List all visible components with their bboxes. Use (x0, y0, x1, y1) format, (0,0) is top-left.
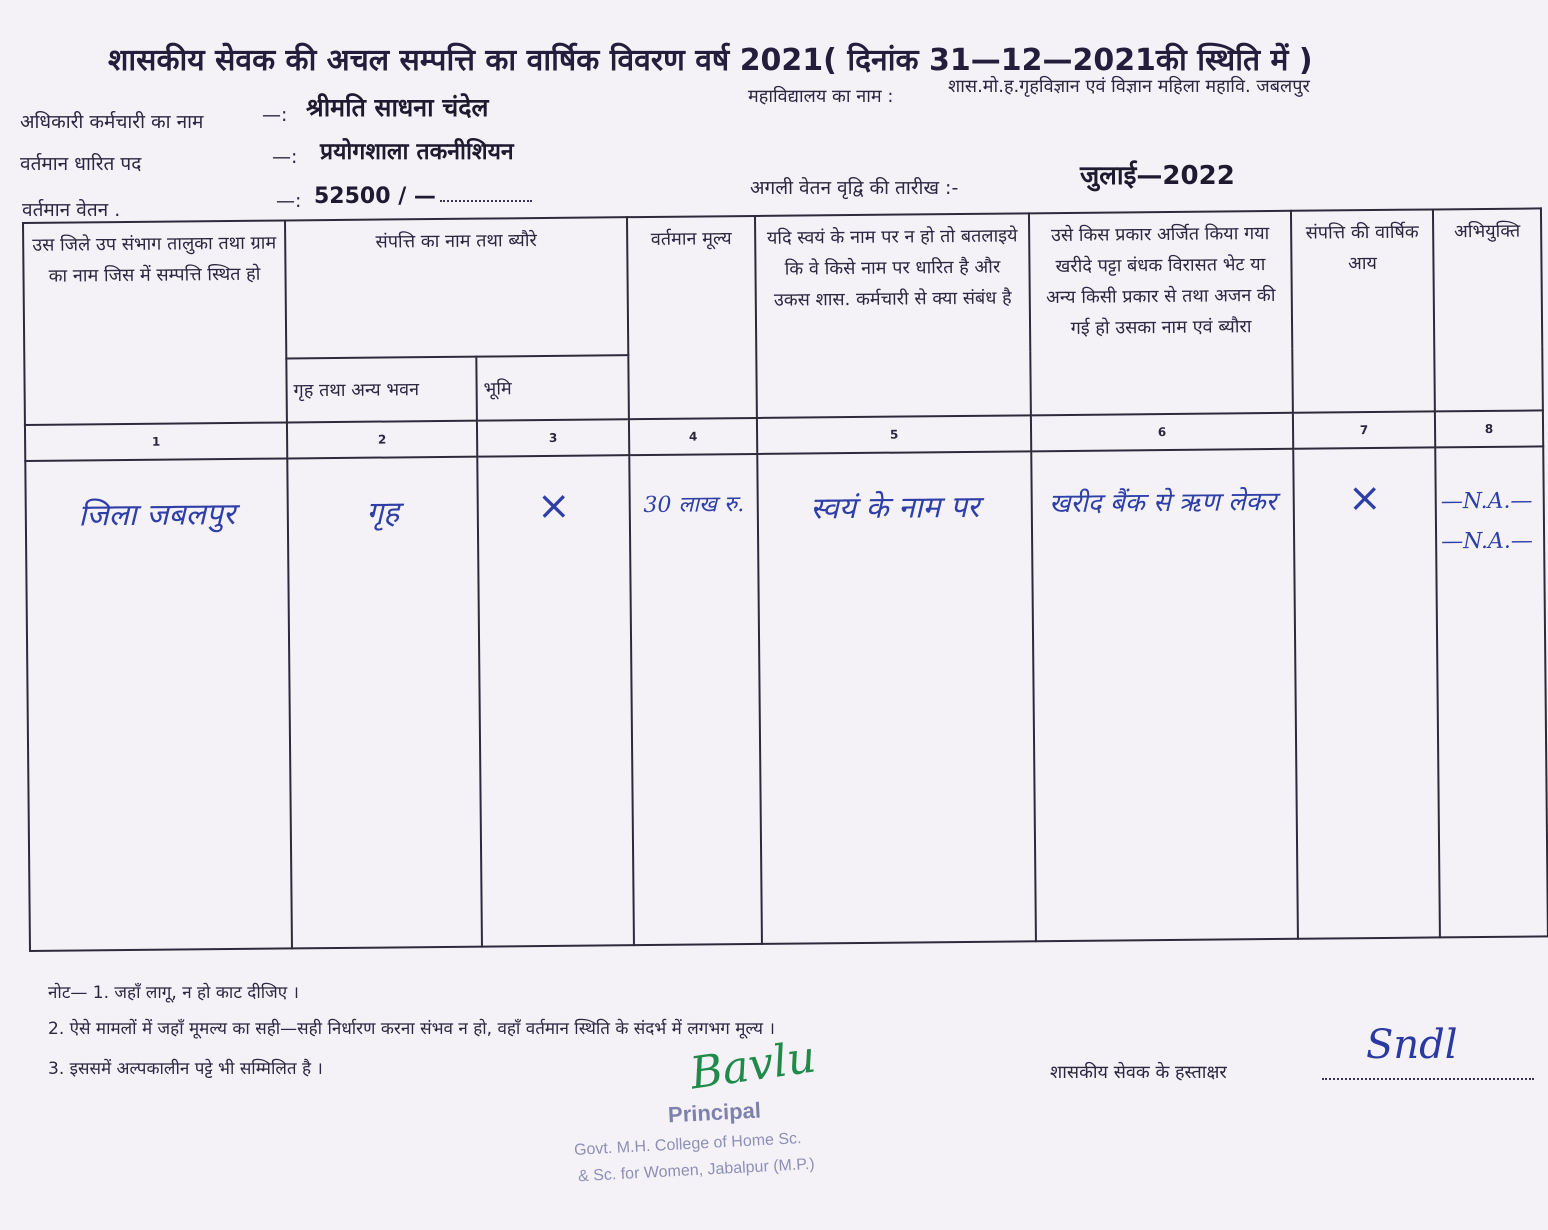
signature-dotted-line (1322, 1078, 1534, 1080)
row-house (287, 457, 482, 949)
column-number: 1 (25, 422, 287, 461)
employee-name-value: श्रीमति साधना चंदेल (306, 93, 489, 122)
document-title: शासकीय सेवक की अचल सम्पत्ति का वार्षिक विवरण वर्ष 2021( दिनांक 31—12—2021की स्थिति में ) (108, 43, 1313, 78)
signature-label: शासकीय सेवक के हस्ताक्षर (1050, 1062, 1227, 1083)
column-number: 5 (757, 415, 1031, 454)
note-1: नोट— 1. जहाँ लागू, न हो काट दीजिए । (48, 983, 299, 1003)
principal-signature: Bavlu (687, 1031, 819, 1100)
employee-signature: Sndl (1366, 1022, 1458, 1068)
column-number: 3 (477, 419, 629, 456)
salary-label: वर्तमान वेतन . (22, 199, 121, 221)
college-value: शास.मो.ह.गृहविज्ञान एवं विज्ञान महिला महावि. जबलपुर (948, 76, 1310, 97)
increment-value: जुलाई—2022 (1080, 161, 1235, 191)
increment-label: अगली वेतन वृद्वि की तारीख :- (750, 177, 959, 199)
header-acquisition: उसे किस प्रकार अर्जित किया गया खरीदे पट्टा बंधक विरासत भेट या अन्य किसी प्रकार से तथा अजन की गई हो उसका नाम एवं ब्यौरा (1029, 211, 1293, 416)
employee-name-label: अधिकारी कर्मचारी का नाम (20, 111, 204, 133)
ownership-value: स्वयं के नाम पर (810, 489, 980, 527)
column-number: 7 (1293, 411, 1435, 448)
acquisition-value: खरीद बैंक से ऋण लेकर (1049, 486, 1277, 520)
column-number: 6 (1031, 413, 1293, 452)
remark-na-2: —N.A.— (1441, 528, 1533, 555)
location-value: जिला जबलपुर (78, 496, 236, 534)
header-house: गृह तथा अन्य भवन (286, 357, 477, 423)
row-remarks (1435, 446, 1548, 937)
salary-separator: —: (276, 190, 302, 212)
remark-na-1: —N.A.— (1440, 488, 1533, 515)
header-remarks: अभियुक्ति (1433, 208, 1543, 411)
note-2: 2. ऐसे मामलों में जहाँ मूमल्य का सही—सही निर्धारण करना संभव न हो, वहाँ वर्तमान स्थिति के संदर्भ में लगभग मूल्य । (48, 1019, 775, 1039)
column-number: 2 (287, 421, 477, 459)
property-table (22, 207, 1548, 952)
stamp-title: Principal (667, 1097, 762, 1128)
header-ownership: यदि स्वयं के नाम पर न हो तो बतलाइये कि वे किसे नाम पर धारित है और उकस शास. कर्मचारी से क्या संबंध है (755, 213, 1031, 418)
employee-name-separator: —: (262, 104, 288, 126)
current-value: 30 लाख रु. (643, 492, 745, 519)
header-property-details: संपत्ति का नाम तथा ब्यौरे (285, 217, 628, 358)
row-location (25, 458, 292, 950)
row-acquisition (1031, 449, 1298, 941)
post-value: प्रयोगशाला तकनीशियन (320, 139, 514, 165)
row-ownership (757, 451, 1036, 944)
header-land: भूमि (476, 355, 629, 420)
header-location: उस जिले उप संभाग तालुका तथा ग्राम का नाम जिस में सम्पत्ति स्थित हो (23, 220, 287, 425)
row-land (477, 455, 634, 946)
house-value: गृह (366, 495, 400, 531)
stamp-line-2: & Sc. for Women, Jabalpur (M.P.) (577, 1155, 816, 1186)
stamp-line-1: Govt. M.H. College of Home Sc. (573, 1130, 802, 1159)
salary-dotted-line (440, 200, 532, 202)
post-separator: —: (272, 146, 298, 168)
header-annual-income: संपत्ति की वार्षिक आय (1291, 209, 1435, 412)
salary-value: 52500 / — (314, 184, 436, 209)
row-value (629, 454, 762, 945)
college-label: महाविद्यालय का नाम : (748, 86, 894, 107)
column-number: 4 (629, 418, 757, 455)
column-number: 8 (1435, 410, 1543, 447)
note-3: 3. इससमें अल्पकालीन पट्टे भी सम्मिलित है । (48, 1059, 323, 1079)
income-cross-mark: × (1347, 474, 1382, 522)
header-current-value: वर्तमान मूल्य (627, 216, 757, 419)
post-label: वर्तमान धारित पद (20, 153, 142, 175)
row-income (1293, 447, 1440, 938)
land-cross-mark: × (536, 482, 571, 530)
